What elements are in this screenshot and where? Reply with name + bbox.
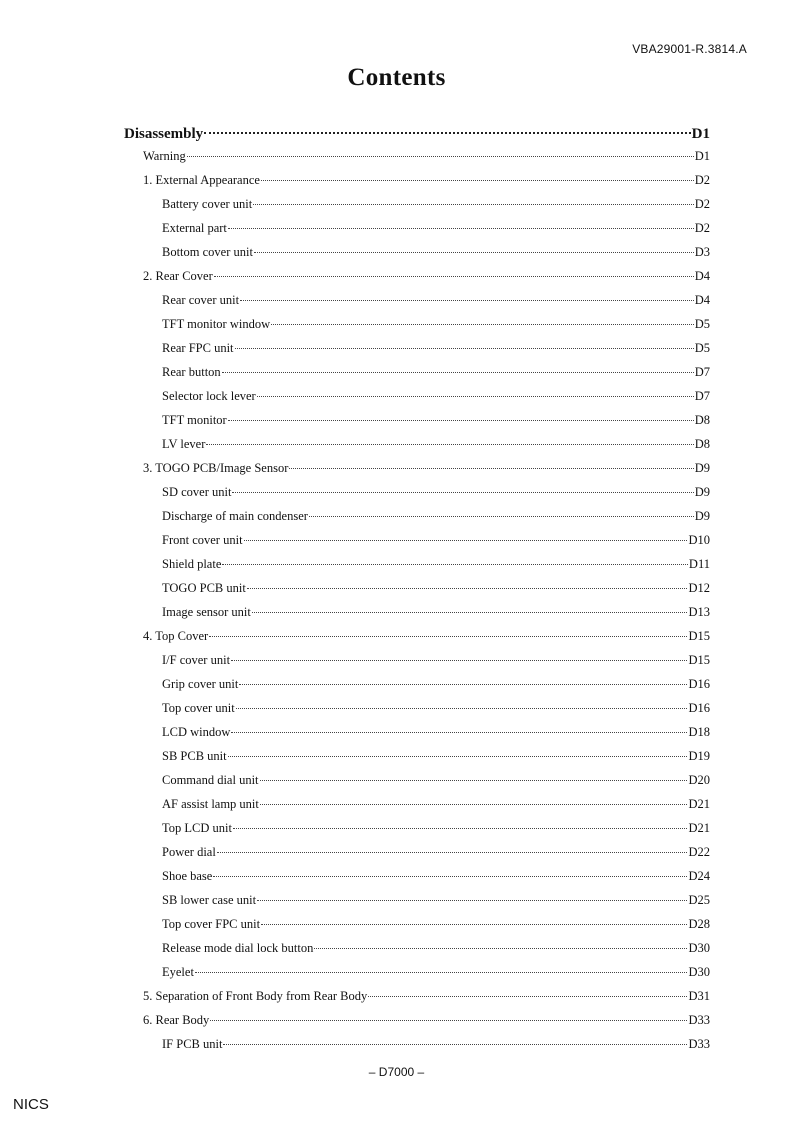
toc-entry-label: 3. TOGO PCB/Image Sensor [143,461,289,475]
toc-entry-label: SB lower case unit [162,893,257,907]
dot-leader [223,1032,687,1046]
toc-entry[interactable] [124,432,710,456]
dot-leader [289,456,693,470]
footer-brand: NICS [13,1096,49,1113]
toc-entry[interactable] [124,600,710,624]
page-title: Contents [347,64,446,91]
dot-leader [214,264,694,278]
toc-entry-page: D33 [688,1013,710,1027]
toc-entry[interactable] [124,720,710,744]
dot-leader [231,648,687,662]
toc-entry-label: Release mode dial lock button [162,941,314,955]
toc-entry[interactable] [124,816,710,840]
toc-entry[interactable] [124,144,710,168]
toc-entry-page: D21 [688,797,710,811]
dot-leader [239,672,687,686]
toc-entry[interactable] [124,456,710,480]
dot-leader [232,480,693,494]
toc-entry-page: D4 [694,269,710,283]
toc-entry-page: D24 [688,869,710,883]
document-code: VBA29001-R.3814.A [632,42,747,56]
dot-leader [236,696,688,710]
dot-leader [254,240,694,254]
toc-entry-page: D8 [694,437,710,451]
toc-entry-label: Discharge of main condenser [162,509,308,523]
toc-entry-label: Image sensor unit [162,605,251,619]
dot-leader [231,720,687,734]
toc-entry-label: Shield plate [162,557,222,571]
dot-leader [206,432,693,446]
toc-entry-page: D21 [688,821,710,835]
toc-entry-label: Eyelet [162,965,194,979]
toc-entry[interactable] [124,672,710,696]
toc-entry-label: SD cover unit [162,485,232,499]
toc-entry[interactable] [124,744,710,768]
dot-leader [204,117,690,134]
toc-entry-label: Front cover unit [162,533,243,547]
toc-entry-page: D30 [688,941,710,955]
toc-entry[interactable] [124,528,710,552]
dot-leader [271,312,694,326]
dot-leader [195,960,688,974]
toc-entry[interactable] [124,984,710,1008]
toc-entry-page: D9 [694,485,710,499]
toc-entry-label: I/F cover unit [162,653,231,667]
dot-leader [309,504,694,518]
toc-entry-page: D3 [694,245,710,259]
dot-leader [368,984,687,998]
toc-entry-label: SB PCB unit [162,749,227,763]
dot-leader [257,384,694,398]
toc-entry-page: D9 [694,461,710,475]
toc-entry-label: Rear button [162,365,221,379]
dot-leader [257,888,687,902]
toc-entry[interactable] [124,384,710,408]
toc-entry-label: Top LCD unit [162,821,232,835]
toc-entry-page: D9 [694,509,710,523]
toc-entry-label: Power dial [162,845,216,859]
toc-entry-page: D19 [688,749,710,763]
toc-entry[interactable] [124,576,710,600]
dot-leader [314,936,687,950]
dot-leader [253,192,693,206]
dot-leader [217,840,688,854]
toc-section-entry[interactable] [124,121,710,144]
toc-entry-page: D13 [688,605,710,619]
toc-entry-label: Selector lock lever [162,389,256,403]
page-number: – D7000 – [368,1065,425,1079]
toc-entry-label: 4. Top Cover [143,629,209,643]
toc-entry-page: D7 [694,389,710,403]
dot-leader [261,168,694,182]
toc-entry[interactable] [124,768,710,792]
dot-leader [233,816,688,830]
dot-leader [240,288,694,302]
toc-entry[interactable] [124,264,710,288]
toc-entry-page: D8 [694,413,710,427]
dot-leader [213,864,687,878]
toc-entry-label: LCD window [162,725,231,739]
toc-entry[interactable] [124,552,710,576]
toc-entry[interactable] [124,648,710,672]
toc-entry-page: D16 [688,677,710,691]
toc-entry-label: Battery cover unit [162,197,253,211]
toc-entry[interactable] [124,960,710,984]
toc-entry-page: D2 [694,197,710,211]
dot-leader [244,528,688,542]
toc-entry-page: D18 [688,725,710,739]
toc-entry-page: D1 [691,126,710,142]
toc-entry[interactable] [124,1008,710,1032]
toc-entry[interactable] [124,792,710,816]
toc-entry-label: 5. Separation of Front Body from Rear Body [143,989,368,1003]
toc-entry-label: Bottom cover unit [162,245,253,259]
toc-entry[interactable] [124,240,710,264]
toc-entry-page: D2 [694,221,710,235]
toc-entry-page: D5 [694,341,710,355]
toc-entry[interactable] [124,192,710,216]
toc-entry[interactable] [124,216,710,240]
dot-leader [228,408,694,422]
toc-entry-label: External part [162,221,227,235]
toc-entry[interactable] [124,912,710,936]
dot-leader [247,576,688,590]
toc-entry[interactable] [124,288,710,312]
toc-entry-page: D30 [688,965,710,979]
toc-entry[interactable] [124,864,710,888]
toc-entry[interactable] [124,336,710,360]
toc-entry-page: D12 [688,581,710,595]
toc-entry-label: AF assist lamp unit [162,797,259,811]
toc-entry-label: Warning [143,149,186,163]
toc-entry-page: D28 [688,917,710,931]
toc-entry-page: D33 [688,1037,710,1051]
dot-leader [261,912,687,926]
dot-leader [209,624,687,638]
toc-entry[interactable] [124,408,710,432]
toc-entry-label: Disassembly [124,126,204,142]
dot-leader [235,336,694,350]
toc-entry-page: D20 [688,773,710,787]
dot-leader [222,360,694,374]
dot-leader [228,216,694,230]
toc-entry[interactable] [124,168,710,192]
dot-leader [228,744,688,758]
toc-entry-page: D31 [688,989,710,1003]
toc-entry-label: Top cover unit [162,701,235,715]
toc-entry-page: D11 [688,557,710,571]
toc-entry-page: D16 [688,701,710,715]
toc-entry-label: 6. Rear Body [143,1013,210,1027]
toc-entry-page: D15 [688,653,710,667]
toc-entry-label: LV lever [162,437,206,451]
toc-entry-page: D15 [688,629,710,643]
dot-leader [252,600,688,614]
toc-entry-page: D2 [694,173,710,187]
toc-entry-page: D10 [688,533,710,547]
toc-entry-label: TOGO PCB unit [162,581,246,595]
dot-leader [187,144,694,158]
table-of-contents [124,121,710,1056]
dot-leader [210,1008,687,1022]
toc-entry[interactable] [124,840,710,864]
toc-entry[interactable] [124,888,710,912]
toc-entry-label: Rear FPC unit [162,341,234,355]
toc-entry-label: Command dial unit [162,773,259,787]
toc-entry-label: 1. External Appearance [143,173,260,187]
toc-entry-page: D25 [688,893,710,907]
toc-entry-page: D22 [688,845,710,859]
toc-entry-page: D4 [694,293,710,307]
toc-entry[interactable] [124,1032,710,1056]
toc-entry-label: TFT monitor window [162,317,271,331]
toc-entry-label: Grip cover unit [162,677,239,691]
dot-leader [222,552,688,566]
toc-entry-page: D1 [694,149,710,163]
toc-entry-page: D5 [694,317,710,331]
toc-entry-label: Rear cover unit [162,293,240,307]
toc-entry[interactable] [124,480,710,504]
toc-entry[interactable] [124,312,710,336]
toc-entry-label: 2. Rear Cover [143,269,213,283]
toc-entry[interactable] [124,624,710,648]
toc-entry-label: TFT monitor [162,413,227,427]
toc-entry[interactable] [124,936,710,960]
toc-entry-label: IF PCB unit [162,1037,223,1051]
dot-leader [260,792,688,806]
toc-entry-label: Shoe base [162,869,213,883]
toc-entry[interactable] [124,360,710,384]
toc-entry-page: D7 [694,365,710,379]
toc-entry[interactable] [124,696,710,720]
dot-leader [260,768,688,782]
toc-entry-label: Top cover FPC unit [162,917,261,931]
toc-entry[interactable] [124,504,710,528]
